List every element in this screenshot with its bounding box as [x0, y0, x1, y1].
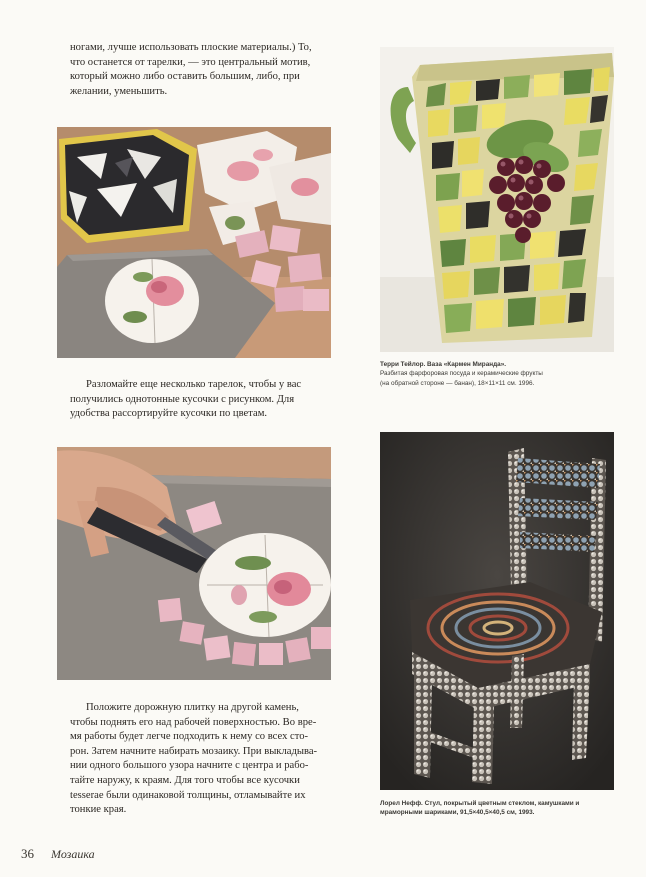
- photo-broken-plates: [57, 127, 331, 358]
- paragraph-intro-continued: [70, 41, 352, 99]
- photo-laying-mosaic: [57, 447, 331, 680]
- text-line: чтобы поднять его над рабочей поверхностью. Во вре-: [70, 716, 317, 728]
- caption-vase: [380, 360, 614, 388]
- caption-line: (на обратной стороне — банан), 18×11×11 см. 1996.: [380, 379, 535, 387]
- text-line: ногами, лучше использовать плоские материалы.) То,: [70, 42, 312, 53]
- text-line: желании, уменьшить.: [70, 85, 168, 97]
- text-line: Положите дорожную плитку на другой камень,: [86, 702, 299, 713]
- photo-vase-carmen-miranda: [380, 47, 614, 352]
- caption-chair: [380, 799, 620, 818]
- text-line: тайте наружу, к краям. Для того чтобы все кусочки: [70, 774, 300, 786]
- text-line: что останется от тарелки, — это центральный мотив,: [70, 56, 311, 68]
- text-line: рон. Затем начните набирать мозаику. При выкладыва-: [70, 745, 318, 757]
- page-footer: [21, 846, 95, 862]
- caption-title: Терри Тейлор. Ваза «Кармен Миранда».: [380, 361, 507, 368]
- caption-title: Лорел Нефф. Стул, покрытый цветным стеклом, камушками и: [380, 800, 580, 807]
- page-number: 36: [21, 846, 34, 861]
- text-line: tesserae были одинаковой толщины, отламывайте их: [70, 789, 306, 801]
- paragraph-sort-pieces: [70, 378, 352, 422]
- paragraph-start-mosaic: [70, 701, 352, 818]
- text-line: тонкие края.: [70, 804, 127, 816]
- photo-mosaic-chair: [380, 432, 614, 790]
- text-line: который можно либо оставить большим, либо, при: [70, 71, 300, 83]
- text-line: нии одного большого узора начните с центра и рабо-: [70, 760, 309, 772]
- running-title: Мозаика: [51, 847, 95, 861]
- caption-line: мраморными шариками, 91,5×40,5×40,5 см, 1993.: [380, 809, 535, 817]
- text-line: мя работы будет легче подходить к нему со всех сто-: [70, 731, 309, 743]
- text-line: получились однотонные кусочки с рисунком. Для: [70, 393, 295, 405]
- caption-line: Разбитая фарфоровая посуда и керамические фрукты: [380, 370, 543, 378]
- text-line: Разломайте еще несколько тарелок, чтобы у вас: [86, 379, 302, 390]
- text-line: удобства рассортируйте кусочки по цветам.: [70, 408, 268, 420]
